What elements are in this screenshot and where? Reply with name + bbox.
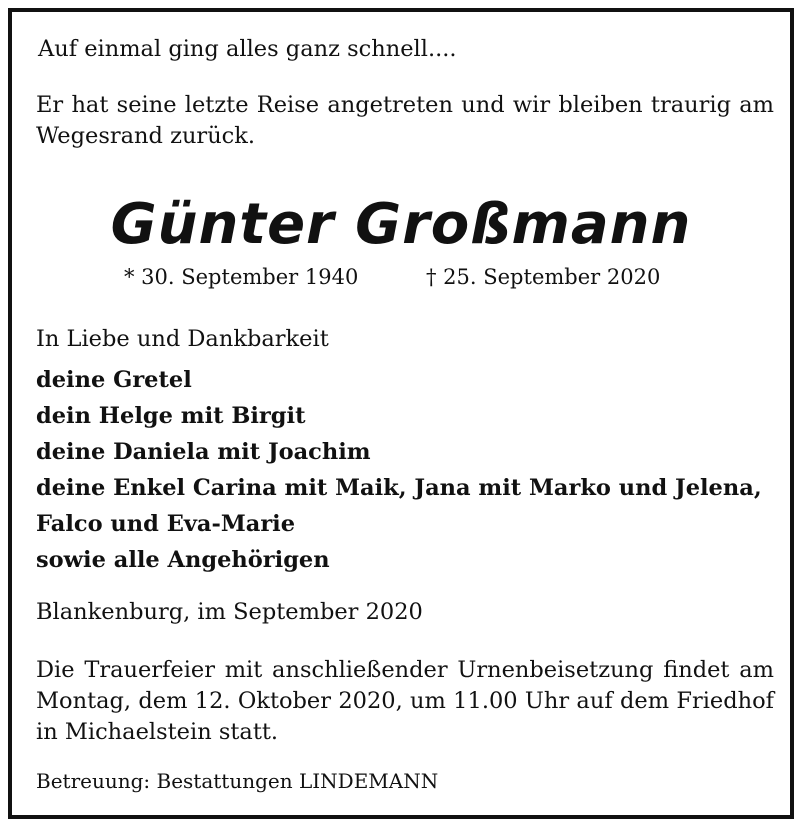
deceased-name: Günter Großmann bbox=[110, 192, 692, 257]
mourner-line: dein Helge mit Birgit bbox=[36, 403, 306, 429]
funeral-home-line: Betreuung: Bestattungen LINDEMANN bbox=[36, 769, 439, 793]
mourner-line: sowie alle Angehörigen bbox=[36, 547, 330, 573]
intro-line: Auf einmal ging alles ganz schnell.... bbox=[38, 36, 457, 62]
mourner-line: deine Gretel bbox=[36, 367, 192, 393]
obituary-notice bbox=[8, 8, 794, 819]
mourner-line: Falco und Eva-Marie bbox=[36, 511, 296, 537]
verse-text: Er hat seine letzte Reise angetreten und wir bleiben traurig am Wegesrand zurück. bbox=[36, 92, 774, 149]
place-date-line: Blankenburg, im September 2020 bbox=[36, 599, 423, 625]
mourner-line: deine Daniela mit Joachim bbox=[36, 439, 371, 465]
death-date: † 25. September 2020 bbox=[426, 265, 661, 289]
ceremony-text: Die Trauerfeier mit anschließender Urnenbeisetzung findet am Montag, dem 12. Oktober 2020, um 11.00 Uhr auf dem Friedhof in Michaelstein statt. bbox=[36, 657, 774, 745]
mourner-line: deine Enkel Carina mit Maik, Jana mit Marko und Jelena, bbox=[36, 475, 762, 501]
birth-date: * 30. September 1940 bbox=[124, 265, 359, 289]
dedication-line: In Liebe und Dankbarkeit bbox=[36, 326, 329, 352]
